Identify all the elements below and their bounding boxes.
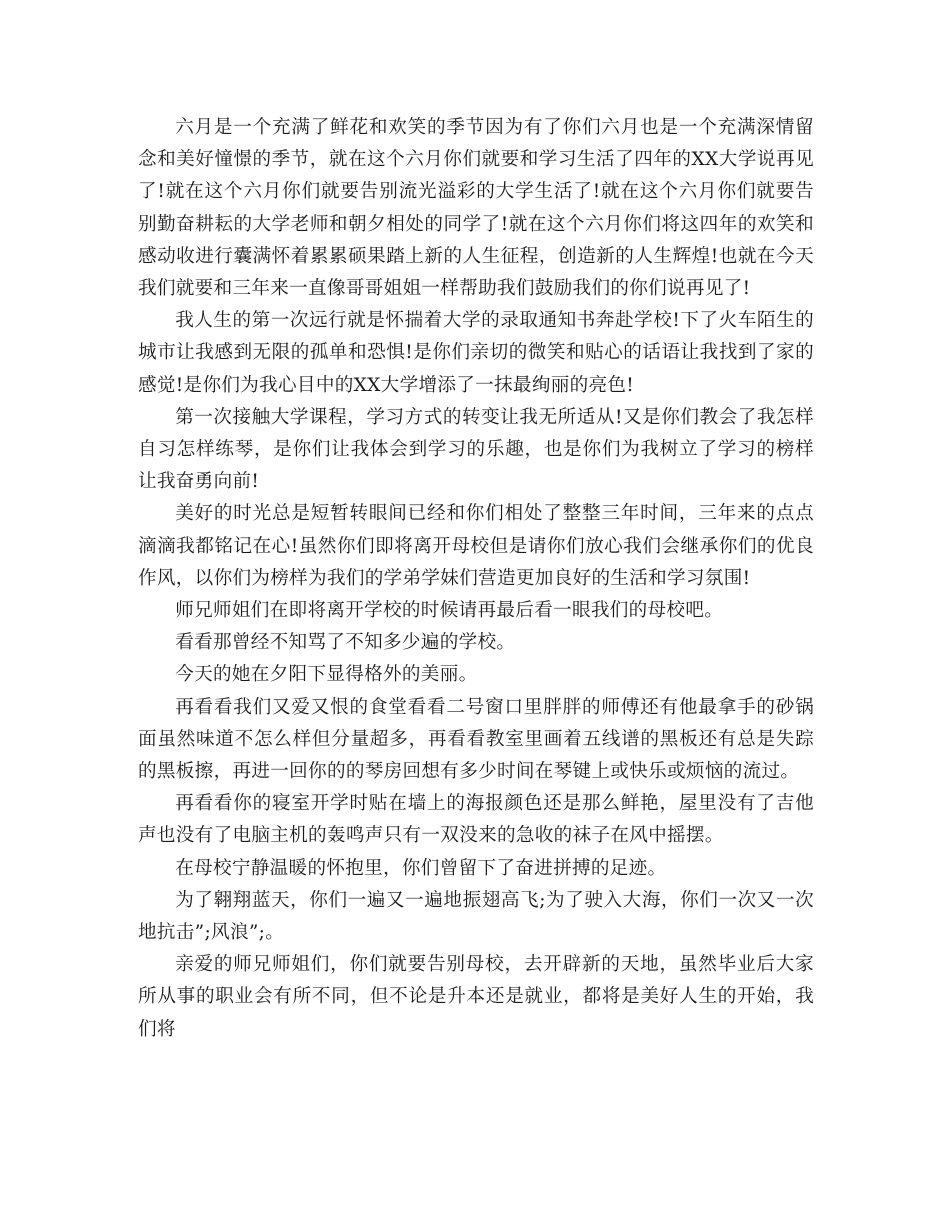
paragraph: 亲爱的师兄师姐们，你们就要告别母校，去开辟新的天地，虽然毕业后大家所从事的职业会有所不同，但不论是升本还是就业，都将是美好人生的开始，我们将: [138, 954, 814, 1040]
paragraph: 再看看我们又爱又恨的食堂看看二号窗口里胖胖的师傅还有他最拿手的砂锅面虽然味道不怎么样但分量超多，再看看教室里画着五线谱的黑板还有总是失踪的黑板擦，再进一回你的的琴房回想有多少时间在琴键上或快乐或烦恼的流过。: [138, 696, 814, 783]
paragraph: 为了翱翔蓝天，你们一遍又一遍地振翅高飞;为了驶入大海，你们一次又一次地抗击”;风浪”;。: [138, 889, 814, 944]
paragraph: 六月是一个充满了鲜花和欢笑的季节因为有了你们六月也是一个充满深情留念和美好憧憬的季节，就在这个六月你们就要和学习生活了四年的XX大学说再见了!就在这个六月你们就要告别流光溢彩的大学生活了!就在这个六月你们就要告别勤奋耕耘的大学老师和朝夕相处的同学了!就在这个六月你们将这四年的欢笑和感动收进行囊满怀着累累硕果踏上新的人生征程，创造新的人生辉煌!也就在今天我们就要和三年来一直像哥哥姐姐一样帮助我们鼓励我们的你们说再见了!: [138, 117, 814, 300]
paragraph: 美好的时光总是短暂转眼间已经和你们相处了整整三年时间，三年来的点点滴滴我都铭记在心!虽然你们即将离开母校但是请你们放心我们会继承你们的优良作风，以你们为榜样为我们的学弟学妹们营造更加良好的生活和学习氛围!: [138, 503, 814, 589]
paragraph: 在母校宁静温暖的怀抱里，你们曾留下了奋进拼搏的足迹。: [175, 857, 667, 879]
paragraph: 今天的她在夕阳下显得格外的美丽。: [175, 664, 478, 686]
paragraph: 第一次接触大学课程，学习方式的转变让我无所适从!又是你们教会了我怎样自习怎样练琴，是你们让我体会到学习的乐趣，也是你们为我树立了学习的榜样让我奋勇向前!: [138, 406, 814, 493]
paragraph: 看看那曾经不知骂了不知多少遍的学校。: [175, 632, 516, 654]
document-body: [138, 112, 814, 1046]
paragraph: 师兄师姐们在即将离开学校的时候请再最后看一眼我们的母校吧。: [175, 600, 724, 622]
paragraph: 我人生的第一次远行就是怀揣着大学的录取通知书奔赴学校!下了火车陌生的城市让我感到无限的孤单和恐惧!是你们亲切的微笑和贴心的话语让我找到了家的感觉!是你们为我心目中的XX大学增添了一抹最绚丽的亮色!: [138, 310, 814, 396]
paragraph: 再看看你的寝室开学时贴在墙上的海报颜色还是那么鲜艳，屋里没有了吉他声也没有了电脑主机的轰鸣声只有一双没来的急收的袜子在风中摇摆。: [138, 793, 814, 847]
